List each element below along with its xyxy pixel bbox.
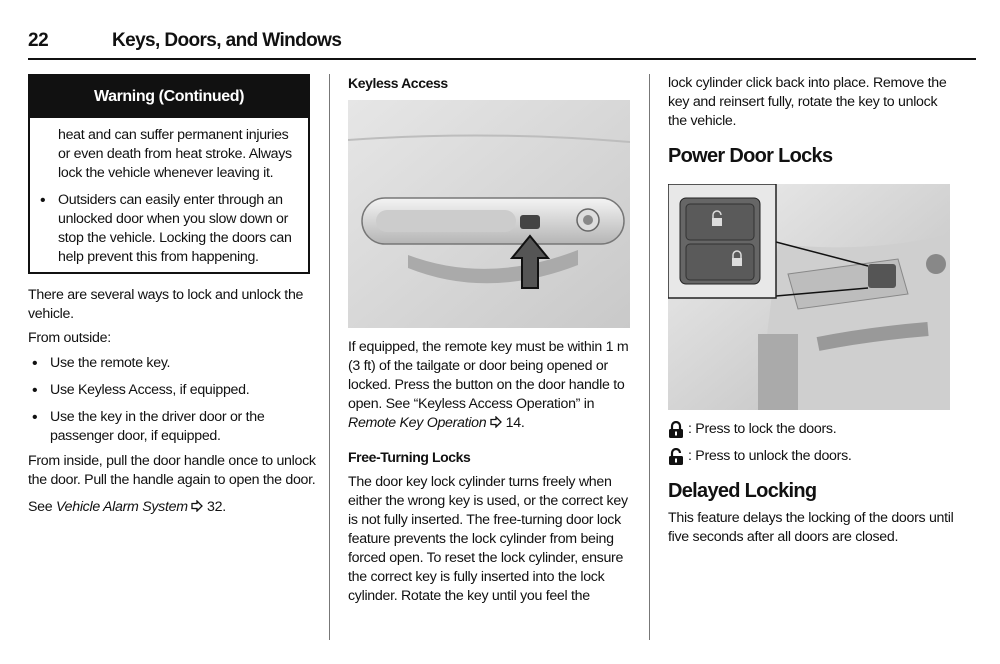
door-handle-illustration	[348, 100, 630, 328]
column-3-bottom	[668, 420, 958, 547]
keyless-body: If equipped, the remote key must be within 1 m (3 ft) of the tailgate or door being opened or locked. Press the button on the door handle to open. See “Keyless Access Operation” in	[348, 339, 629, 412]
cross-ref-link[interactable]: Vehicle Alarm System	[56, 499, 188, 515]
column-divider-1	[329, 74, 330, 640]
warning-title: Warning (Continued)	[30, 76, 308, 118]
lock-legend	[668, 420, 958, 439]
list-item: • Use Keyless Access, if equipped.	[50, 381, 318, 400]
delayed-locking-text: This feature delays the locking of the doors until five seconds after all doors are closed.	[668, 510, 954, 545]
cross-ref-link[interactable]: Remote Key Operation	[348, 415, 487, 431]
arrow-right-icon	[191, 500, 203, 512]
from-outside-label: From outside:	[28, 330, 111, 346]
list-item: • Use the key in the driver door or the passenger door, if equipped.	[50, 408, 318, 446]
door-lock-image	[668, 184, 950, 410]
unlock-text: : Press to unlock the doors.	[688, 448, 852, 464]
unlock-legend	[668, 447, 958, 466]
column-1-text	[28, 286, 318, 517]
cross-ref-page: 32.	[207, 499, 226, 515]
page-title: Keys, Doors, and Windows	[112, 30, 342, 51]
keyless-access-heading: Keyless Access	[348, 75, 448, 91]
header-rule	[28, 58, 976, 60]
cross-ref-page: 14.	[505, 415, 525, 431]
unlock-icon	[668, 448, 684, 466]
arrow-right-icon	[490, 416, 502, 428]
warning-box	[28, 74, 310, 274]
lock-icon	[668, 421, 684, 439]
delayed-locking-heading: Delayed Locking	[668, 480, 817, 502]
door-handle-image	[348, 100, 630, 328]
door-lock-illustration	[668, 184, 950, 410]
warning-bullet: • Outsiders can easily enter through an unlocked door when you slow down or stop the vehicle. Locking the doors can help prevent this from happening.	[58, 191, 298, 267]
free-turning-text: The door key lock cylinder turns freely when either the wrong key is used, or the correct key is not fully inserted. The free-turning door lock feature prevents the lock cylinder from being forced open. To reset the lock cylinder, ensure the correct key is fully inserted into the lock cylinder. Rotate the key until you feel the	[348, 474, 628, 604]
lock-text: : Press to lock the doors.	[688, 421, 837, 437]
free-turning-heading: Free-Turning Locks	[348, 449, 471, 465]
intro-text: There are several ways to lock and unlock the vehicle.	[28, 287, 304, 322]
power-door-locks-heading: Power Door Locks	[668, 145, 833, 167]
column-3-top	[668, 74, 958, 166]
page-number: 22	[28, 30, 49, 51]
list-item: • Use the remote key.	[50, 354, 318, 373]
from-inside-text: From inside, pull the door handle once to unlock the door. Pull the handle again to open the door.	[28, 453, 316, 488]
keyless-text	[348, 338, 632, 433]
continued-text: lock cylinder click back into place. Remove the key and reinsert fully, rotate the key to unlock the vehicle.	[668, 75, 947, 129]
see-prefix: See	[28, 499, 56, 515]
warning-continued-text: heat and can suffer permanent injuries or even death from heat stroke. Always lock the vehicle whenever leaving it.	[58, 127, 292, 181]
see-reference	[28, 498, 318, 517]
column-2-text	[348, 338, 632, 606]
column-divider-2	[649, 74, 650, 640]
